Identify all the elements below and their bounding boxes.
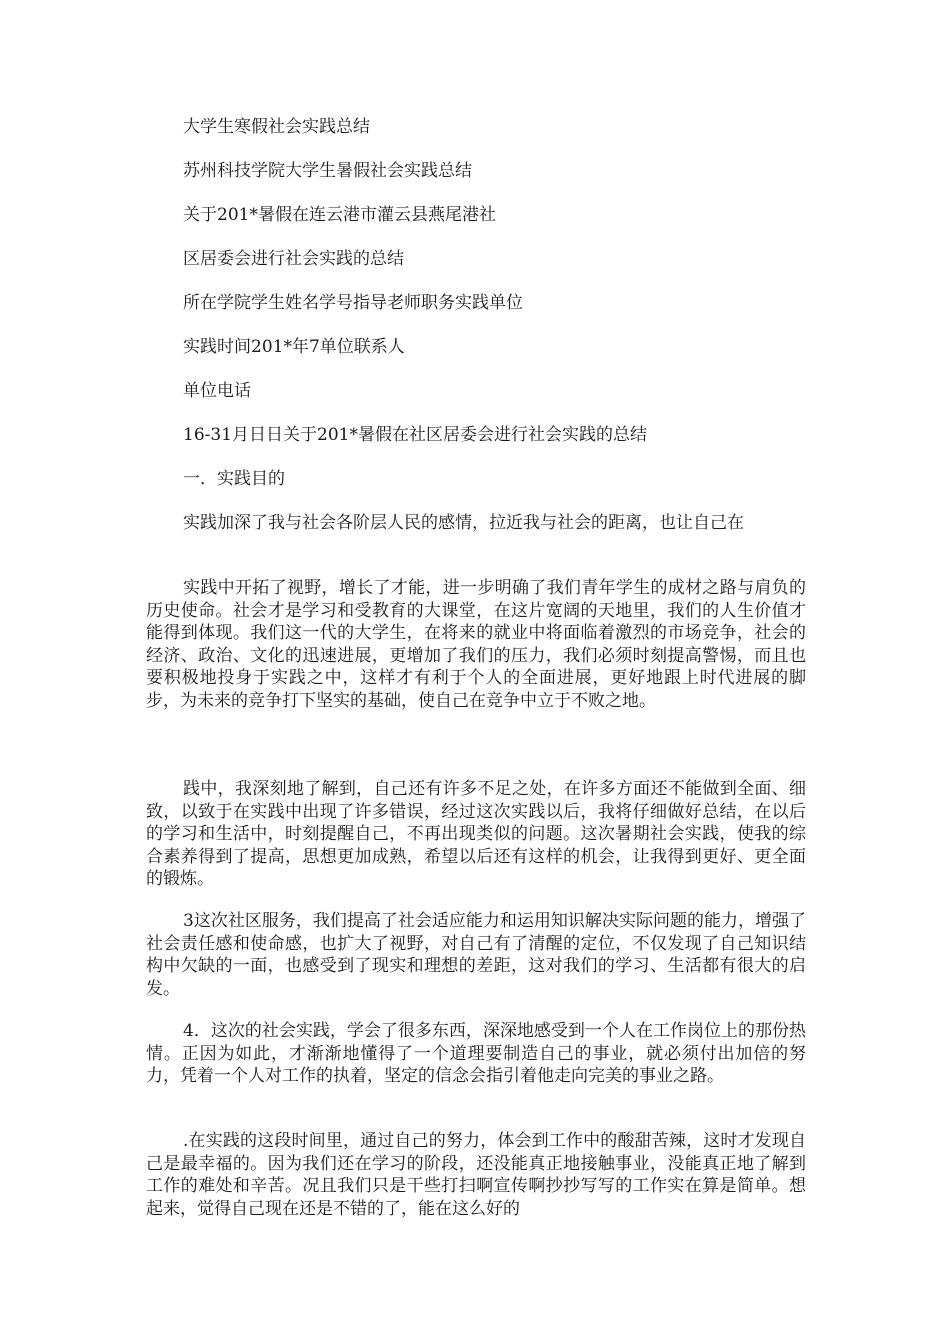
paragraph-5: 4．这次的社会实践，学会了很多东西，深深地感受到一个人在工作岗位上的那份热情。正因为如此，才渐渐地懂得了一个道理要制造自己的事业，就必须付出加倍的努力，凭着一个人对工作的执着，坚定的信念会指引着他走向完美的事业之路。	[146, 1021, 806, 1086]
section-heading-purpose: 一．实践目的	[183, 469, 285, 489]
paragraph-4: 3这次社区服务，我们提高了社会适应能力和运用知识解决实际问题的能力，增强了社会责任感和使命感，也扩大了视野，对自己有了清醒的定位，不仅发现了自己知识结构中欠缺的一面，也感受到了现实和理想的差距，这对我们的学习、生活都有很大的启发。	[146, 911, 806, 999]
document-subtitle: 苏州科技学院大学生暑假社会实践总结	[183, 161, 472, 181]
paragraph-2: 实践中开拓了视野，增长了才能，进一步明确了我们青年学生的成材之路与肩负的历史使命。社会才是学习和受教育的大课堂，在这片宽阔的天地里，我们的人生价值才能得到体现。我们这一代的大学生，在将来的就业中将面临着激烈的市场竞争，社会的经济、政治、文化的迅速进展，更增加了我们的压力，我们必须时刻提高警惕，而且也要积极地投身于实践之中，这样才有利于个人的全面进展，更好地跟上时代进展的脚步，为未来的竞争打下坚实的基础，使自己在竞争中立于不败之地。	[146, 578, 806, 711]
document-heading-line-1: 关于201*暑假在连云港市灌云县燕尾港社	[183, 205, 496, 225]
paragraph-6: .在实践的这段时间里，通过自己的努力，体会到工作中的酸甜苦辣，这时才发现自己是最幸福的。因为我们还在学习的阶段，还没能真正地接触事业，没能真正地了解到工作的难处和辛苦。况且我们只是干些打扫啊宣传啊抄抄写写的工作实在算是简单。想起来，觉得自己现在还是不错的了，能在这么好的	[146, 1131, 806, 1219]
paragraph-1: 实践加深了我与社会各阶层人民的感情，拉近我与社会的距离，也让自己在	[183, 513, 744, 533]
paragraph-3: 践中，我深刻地了解到，自己还有许多不足之处，在许多方面还不能做到全面、细致，以致于在实践中出现了许多错误，经过这次实践以后，我将仔细做好总结，在以后的学习和生活中，时刻提醒自己，不再出现类似的问题。这次暑期社会实践，使我的综合素养得到了提高，思想更加成熟，希望以后还有这样的机会，让我得到更好、更全面的锻炼。	[146, 779, 806, 889]
document-title: 大学生寒假社会实践总结	[183, 117, 370, 137]
document-heading-line-2: 区居委会进行社会实践的总结	[183, 249, 404, 269]
unit-phone-line: 单位电话	[183, 381, 251, 401]
info-fields-line: 所在学院学生姓名学号指导老师职务实践单位	[183, 293, 523, 313]
date-summary-line: 16-31月日日关于201*暑假在社区居委会进行社会实践的总结	[183, 425, 647, 445]
practice-time-line: 实践时间201*年7单位联系人	[183, 337, 405, 357]
